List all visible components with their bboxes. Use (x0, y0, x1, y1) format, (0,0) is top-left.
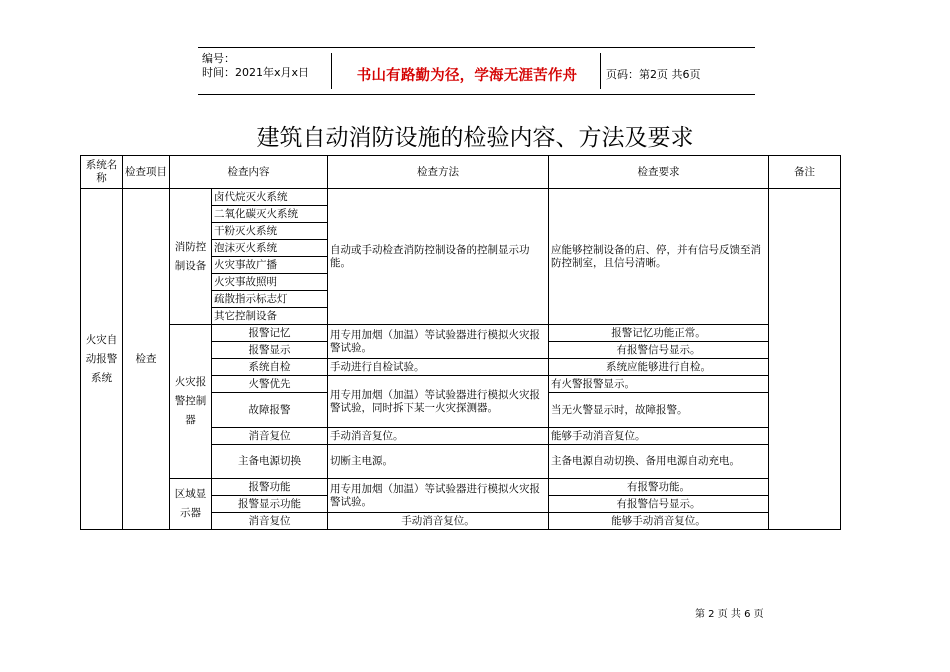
table-header-row (81, 156, 841, 189)
content-cell: 报警显示功能 (212, 496, 328, 513)
requirement-cell: 主备电源自动切换、备用电源自动充电。 (549, 445, 769, 479)
content-cell: 故障报警 (212, 393, 328, 428)
header-divider (331, 53, 332, 89)
header-check-item: 检查项目 (123, 156, 170, 189)
content-cell: 报警显示 (212, 342, 328, 359)
content-cell: 火灾事故照明 (212, 274, 328, 291)
document-title: 建筑自动消防设施的检验内容、方法及要求 (256, 125, 694, 151)
header-page-number: 页码：第2页 共6页 (606, 68, 701, 81)
content-cell: 火警优先 (212, 376, 328, 393)
requirement-cell: 有报警信号显示。 (549, 496, 769, 513)
page-footer: 第 2 页 共 6 页 (695, 609, 764, 620)
requirement-cell: 有火警报警显示。 (549, 376, 769, 393)
document-number-label: 编号： (202, 52, 235, 65)
header-check-content: 检查内容 (170, 156, 328, 189)
page-header (198, 47, 755, 95)
group-label-alarm-controller: 火灾报警控制器 (170, 325, 212, 479)
inspection-table (80, 155, 841, 530)
requirement-cell: 能够手动消音复位。 (549, 513, 769, 530)
method-cell: 手动消音复位。 (328, 428, 549, 445)
header-remark: 备注 (769, 156, 841, 189)
method-cell: 自动或手动检查消防控制设备的控制显示功能。 (328, 189, 549, 325)
header-system-name: 系统名称 (81, 156, 123, 189)
content-cell: 主备电源切换 (212, 445, 328, 479)
table-row (81, 325, 841, 342)
method-cell: 用专用加烟（加温）等试验器进行模拟火灾报警试验，同时拆下某一火灾探测器。 (328, 376, 549, 428)
header-check-method: 检查方法 (328, 156, 549, 189)
method-cell: 用专用加烟（加温）等试验器进行模拟火灾报警试验。 (328, 325, 549, 359)
group-label-zone-display: 区域显示器 (170, 479, 212, 530)
content-cell: 报警功能 (212, 479, 328, 496)
document-date: 时间：2021年x月x日 (202, 66, 310, 79)
content-cell: 消音复位 (212, 428, 328, 445)
requirement-cell: 当无火警显示时，故障报警。 (549, 393, 769, 428)
method-cell: 手动进行自检试验。 (328, 359, 549, 376)
content-cell: 系统自检 (212, 359, 328, 376)
table-row (81, 479, 841, 496)
check-item-cell: 检查 (123, 189, 170, 530)
requirement-cell: 系统应能够进行自检。 (549, 359, 769, 376)
table-row (81, 189, 841, 206)
header-bottom-rule (198, 94, 755, 95)
content-cell: 疏散指示标志灯 (212, 291, 328, 308)
content-cell: 泡沫灭火系统 (212, 240, 328, 257)
method-cell: 切断主电源。 (328, 445, 549, 479)
requirement-cell: 能够手动消音复位。 (549, 428, 769, 445)
content-cell: 卤代烷灭火系统 (212, 189, 328, 206)
header-top-rule (198, 47, 755, 48)
requirement-cell: 有报警功能。 (549, 479, 769, 496)
content-cell: 火灾事故广播 (212, 257, 328, 274)
requirement-cell: 报警记忆功能正常。 (549, 325, 769, 342)
system-name-cell: 火灾自动报警系统 (81, 189, 123, 530)
header-motto: 书山有路勤为径，学海无涯苦作舟 (356, 68, 578, 84)
method-cell: 手动消音复位。 (328, 513, 549, 530)
content-cell: 报警记忆 (212, 325, 328, 342)
requirement-cell: 有报警信号显示。 (549, 342, 769, 359)
method-cell: 用专用加烟（加温）等试验器进行模拟火灾报警试验。 (328, 479, 549, 513)
content-cell: 其它控制设备 (212, 308, 328, 325)
header-divider (600, 53, 601, 89)
content-cell: 干粉灭火系统 (212, 223, 328, 240)
remark-cell (769, 189, 841, 530)
group-label-control-equipment: 消防控制设备 (170, 189, 212, 325)
content-cell: 二氧化碳灭火系统 (212, 206, 328, 223)
header-check-requirement: 检查要求 (549, 156, 769, 189)
content-cell: 消音复位 (212, 513, 328, 530)
requirement-cell: 应能够控制设备的启、停，并有信号反馈至消防控制室，且信号清晰。 (549, 189, 769, 325)
